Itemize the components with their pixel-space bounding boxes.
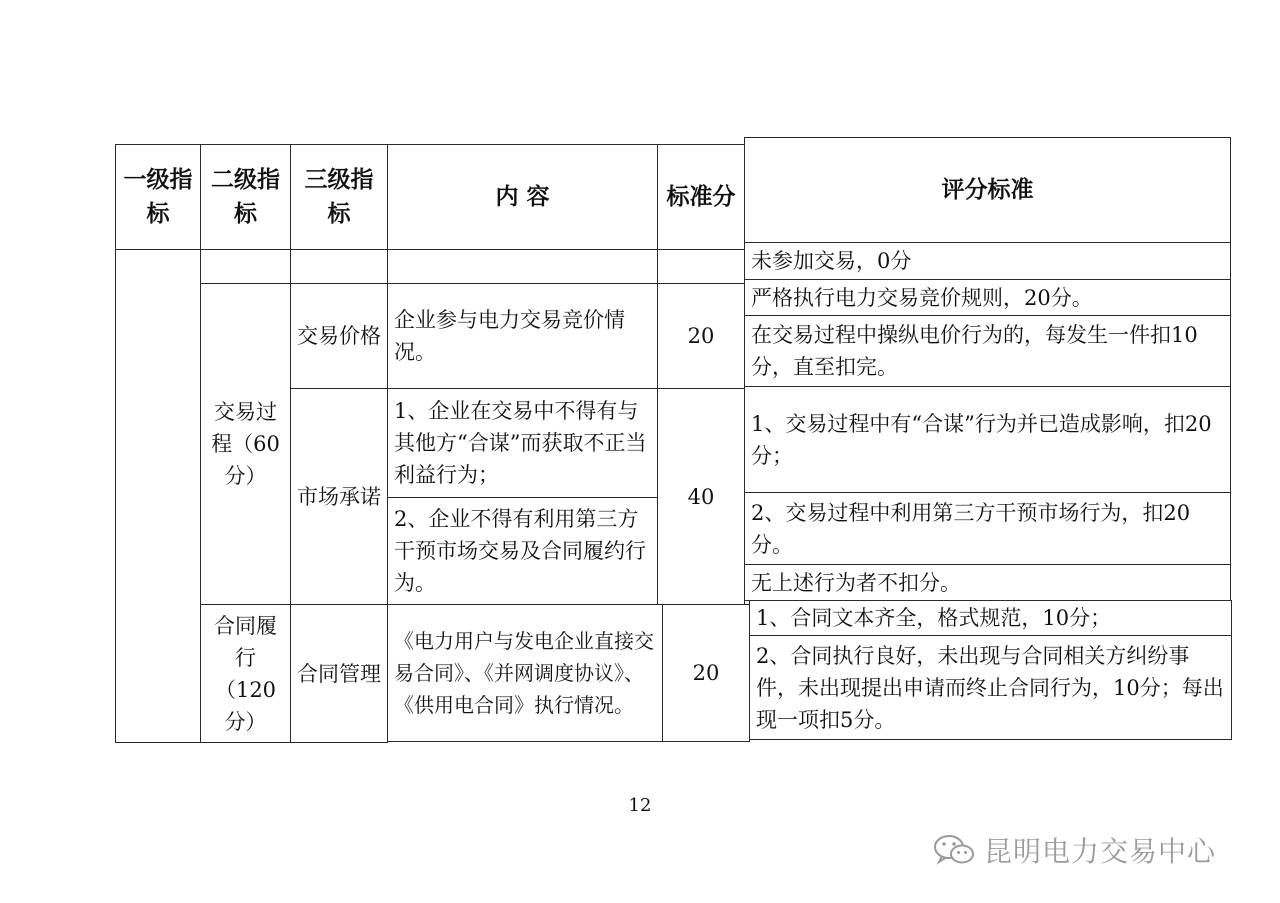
watermark-text: 昆明电力交易中心: [984, 835, 1217, 868]
price-level3: [290, 283, 388, 389]
header-content: [387, 144, 658, 250]
trade-process-level2-text: 交易过程（60分）: [211, 400, 280, 488]
contract-criteria-1-text: 1、合同文本齐全，格式规范，10分；: [756, 606, 1112, 630]
commitment-level3: [290, 388, 388, 605]
watermark: [932, 828, 1216, 872]
continued-row-criteria-text: 未参加交易，0分: [751, 249, 912, 273]
header-criteria: [744, 137, 1231, 243]
commitment-criteria-3: [744, 564, 1231, 601]
header-level2: [200, 144, 291, 250]
commitment-criteria-3-text: 无上述行为者不扣分。: [751, 570, 961, 595]
continued-row-content: [387, 249, 658, 284]
commitment-content-2: [387, 497, 658, 605]
continued-row-level2: [200, 249, 291, 284]
commitment-content-1-text: 1、企业在交易中不得有与其他方“合谋”而获取不正当利益行为；: [394, 399, 647, 487]
header-content-label: 内 容: [495, 184, 550, 210]
contract-criteria-1: [749, 600, 1232, 636]
commitment-criteria-1-text: 1、交易过程中有“合谋”行为并已造成影响，扣20分；: [751, 411, 1212, 468]
contract-content-text: 《电力用户与发电企业直接交易合同》、《并网调度协议》、《供用电合同》执行情况。: [394, 629, 654, 717]
price-content-text: 企业参与电力交易竞价情况。: [394, 308, 625, 364]
contract-level2-text: 合同履行（120分）: [214, 613, 277, 734]
contract-level3-text: 合同管理: [297, 661, 381, 686]
commitment-level3-text: 市场承诺: [297, 484, 381, 509]
continued-row-level3: [290, 249, 388, 284]
price-criteria-2: [744, 315, 1231, 387]
commitment-criteria-2-text: 2、交易过程中利用第三方干预市场行为，扣20分。: [751, 500, 1191, 557]
price-content: [387, 283, 658, 389]
contract-content: [387, 604, 663, 742]
continued-row-criteria: [744, 242, 1231, 280]
continued-row-score: [657, 249, 745, 284]
wechat-logo-icon: [932, 832, 976, 868]
price-score-text: 20: [687, 324, 715, 348]
price-score: [657, 283, 745, 389]
contract-criteria-2-text: 2、合同执行良好，未出现与合同相关方纠纷事件，未出现提出申请而终止合同行为，10分；每出现一项扣5分。: [756, 643, 1224, 732]
contract-level2: [200, 604, 291, 743]
header-standard-score: [657, 144, 745, 250]
commitment-score: [657, 388, 745, 605]
commitment-score-text: 40: [687, 484, 715, 509]
page-number: 12: [628, 795, 652, 816]
header-level1: [115, 144, 201, 250]
price-level3-text: 交易价格: [297, 324, 381, 348]
contract-score: [662, 604, 750, 742]
commitment-content-2-text: 2、企业不得有利用第三方干预市场交易及合同履约行为。: [394, 507, 646, 595]
header-level3-label: 三级指标: [304, 167, 374, 227]
header-level2-label: 二级指标: [211, 167, 280, 227]
header-standard-score-label: 标准分: [666, 184, 736, 210]
commitment-content-1: [387, 388, 658, 498]
level1-body-cell: [115, 249, 201, 743]
header-level3: [290, 144, 388, 250]
price-criteria-1-text: 严格执行电力交易竞价规则，20分。: [751, 285, 1093, 310]
header-level1-label: 一级指标: [123, 167, 193, 227]
contract-criteria-2: [749, 635, 1232, 740]
price-criteria-2-text: 在交易过程中操纵电价行为的，每发生一件扣10分，直至扣完。: [751, 323, 1198, 379]
price-criteria-1: [744, 279, 1231, 316]
trade-process-level2: [200, 283, 291, 605]
commitment-criteria-2: [744, 492, 1231, 565]
contract-level3: [290, 604, 388, 743]
header-criteria-label: 评分标准: [941, 177, 1034, 203]
contract-score-text: 20: [692, 661, 720, 685]
commitment-criteria-1: [744, 386, 1231, 493]
